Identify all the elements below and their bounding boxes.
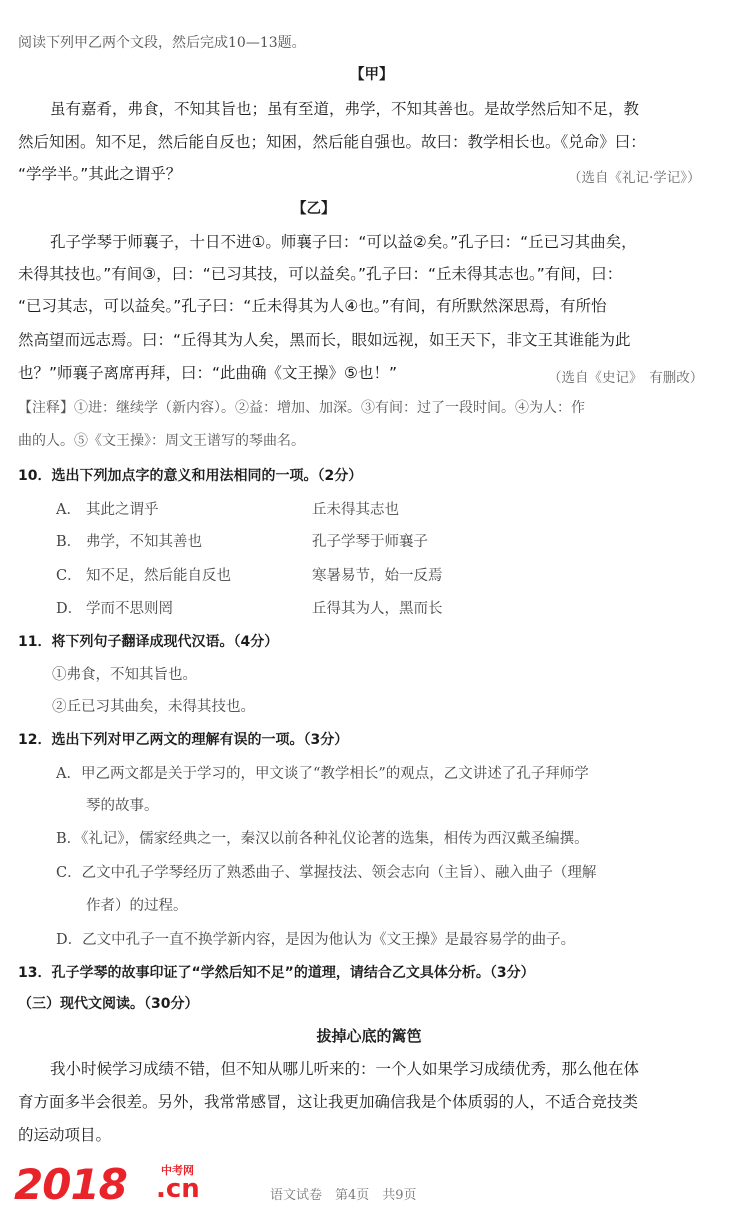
notes-line-2: 曲的人。⑤《文王操》：周文王谱写的琴曲名。 [18, 433, 305, 449]
q12-stem: 12．选出下列对甲乙两文的理解有误的一项。（3分） [18, 732, 349, 748]
yi-source: （选自《史记》 有删改） [548, 370, 704, 386]
yi-header: 【乙】 [292, 201, 336, 217]
yi-line-2: 未得其技也。”有间③，曰：“已习其技，可以益矣。”孔子曰：“丘未得其志也。”有间，曰： [18, 265, 623, 283]
essay-line-1: 我小时候学习成绩不错，但不知从哪儿听来的：一个人如果学习成绩优秀，那么他在体 [50, 1060, 640, 1078]
jia-line-2: 然后知困。知不足，然后能自反也；知困，然后能自强也。故曰：教学相长也。《兑命》曰： [18, 133, 646, 151]
q12-option-b: B．《礼记》，儒家经典之一，秦汉以前各种礼仪论著的选集，相传为西汉戴圣编撰。 [56, 831, 589, 847]
q10-option-d-label: D． [56, 601, 83, 617]
reading-intro: 阅读下列甲乙两个文段，然后完成10—13题。 [18, 35, 306, 51]
q10-option-b-left: 弗学，不知其善也 [86, 534, 202, 550]
q10-option-a-right: 丘未得其志也 [312, 502, 399, 518]
q10-option-d-right: 丘得其为人，黑而长 [312, 601, 443, 617]
q10-option-a-label: A． [56, 502, 81, 518]
jia-source: （选自《礼记·学记》） [568, 170, 701, 186]
q10-option-b-label: B． [56, 534, 82, 550]
q10-option-b-right: 孔子学琴于师襄子 [312, 534, 428, 550]
jia-line-3: “学学半。”其此之谓乎？ [18, 165, 182, 183]
q12-option-c-1: C．乙文中孔子学琴经历了熟悉曲子、掌握技法、领会志向（主旨）、融入曲子（理解 [56, 865, 597, 881]
q12-option-a-2: 琴的故事。 [86, 798, 159, 814]
q10-option-a-left: 其此之谓乎 [86, 502, 159, 518]
jia-header: 【甲】 [350, 67, 394, 83]
yi-line-5: 也？”师襄子离席再拜，曰：“此曲确《文王操》⑤也！” [18, 364, 397, 382]
q10-option-c-left: 知不足，然后能自反也 [86, 568, 231, 584]
yi-line-1: 孔子学琴于师襄子，十日不进①。师襄子曰：“可以益②矣。”孔子曰：“丘已习其曲矣， [50, 233, 637, 251]
q12-option-a-1: A．甲乙两文都是关于学习的，甲文谈了“教学相长”的观点，乙文讲述了孔子拜师学 [56, 766, 589, 782]
q13-stem: 13．孔子学琴的故事印证了“学然后知不足”的道理，请结合乙文具体分析。（3分） [18, 965, 535, 981]
q11-stem: 11．将下列句子翻译成现代汉语。（4分） [18, 634, 279, 650]
q12-option-c-2: 作者）的过程。 [86, 898, 188, 914]
site-logo [14, 1160, 214, 1208]
essay-line-3: 的运动项目。 [18, 1126, 112, 1144]
q10-option-c-label: C． [56, 568, 82, 584]
notes-line-1: 【注释】①进：继续学（新内容）。②益：增加、加深。③有间：过了一段时间。④为人：作 [18, 400, 585, 416]
q10-option-d-left: 学而不思则罔 [86, 601, 173, 617]
page-footer: 语文试卷 第4页 共9页 [270, 1188, 417, 1203]
yi-line-3: “已习其志，可以益矣。”孔子曰：“丘未得其为人④也。”有间，有所默然深思焉，有所怡 [18, 297, 607, 315]
q10-stem: 10．选出下列加点字的意义和用法相同的一项。（2分） [18, 468, 363, 484]
q11-item-2: ②丘已习其曲矣，未得其技也。 [52, 699, 255, 715]
logo-domain: .cn [156, 1174, 200, 1204]
essay-title: 拔掉心底的篱笆 [316, 1027, 422, 1045]
logo-subtitle: 中考网 [161, 1164, 194, 1177]
q10-option-c-right: 寒暑易节，始一反焉 [312, 568, 443, 584]
section-3-heading: （三）现代文阅读。（30分） [18, 996, 199, 1012]
q12-option-d: D．乙文中孔子一直不换学新内容，是因为他认为《文王操》是最容易学的曲子。 [56, 932, 576, 948]
essay-line-2: 育方面多半会很差。另外，我常常感冒，这让我更加确信我是个体质弱的人，不适合竞技类 [18, 1093, 639, 1111]
logo-number: 2018 [14, 1160, 127, 1209]
yi-line-4: 然高望而远志焉。曰：“丘得其为人矣，黑而长，眼如远视，如王天下，非文王其谁能为此 [18, 331, 631, 349]
q11-item-1: ①弗食，不知其旨也。 [52, 667, 197, 683]
jia-line-1: 虽有嘉肴，弗食，不知其旨也；虽有至道，弗学，不知其善也。是故学然后知不足，教 [50, 100, 640, 118]
